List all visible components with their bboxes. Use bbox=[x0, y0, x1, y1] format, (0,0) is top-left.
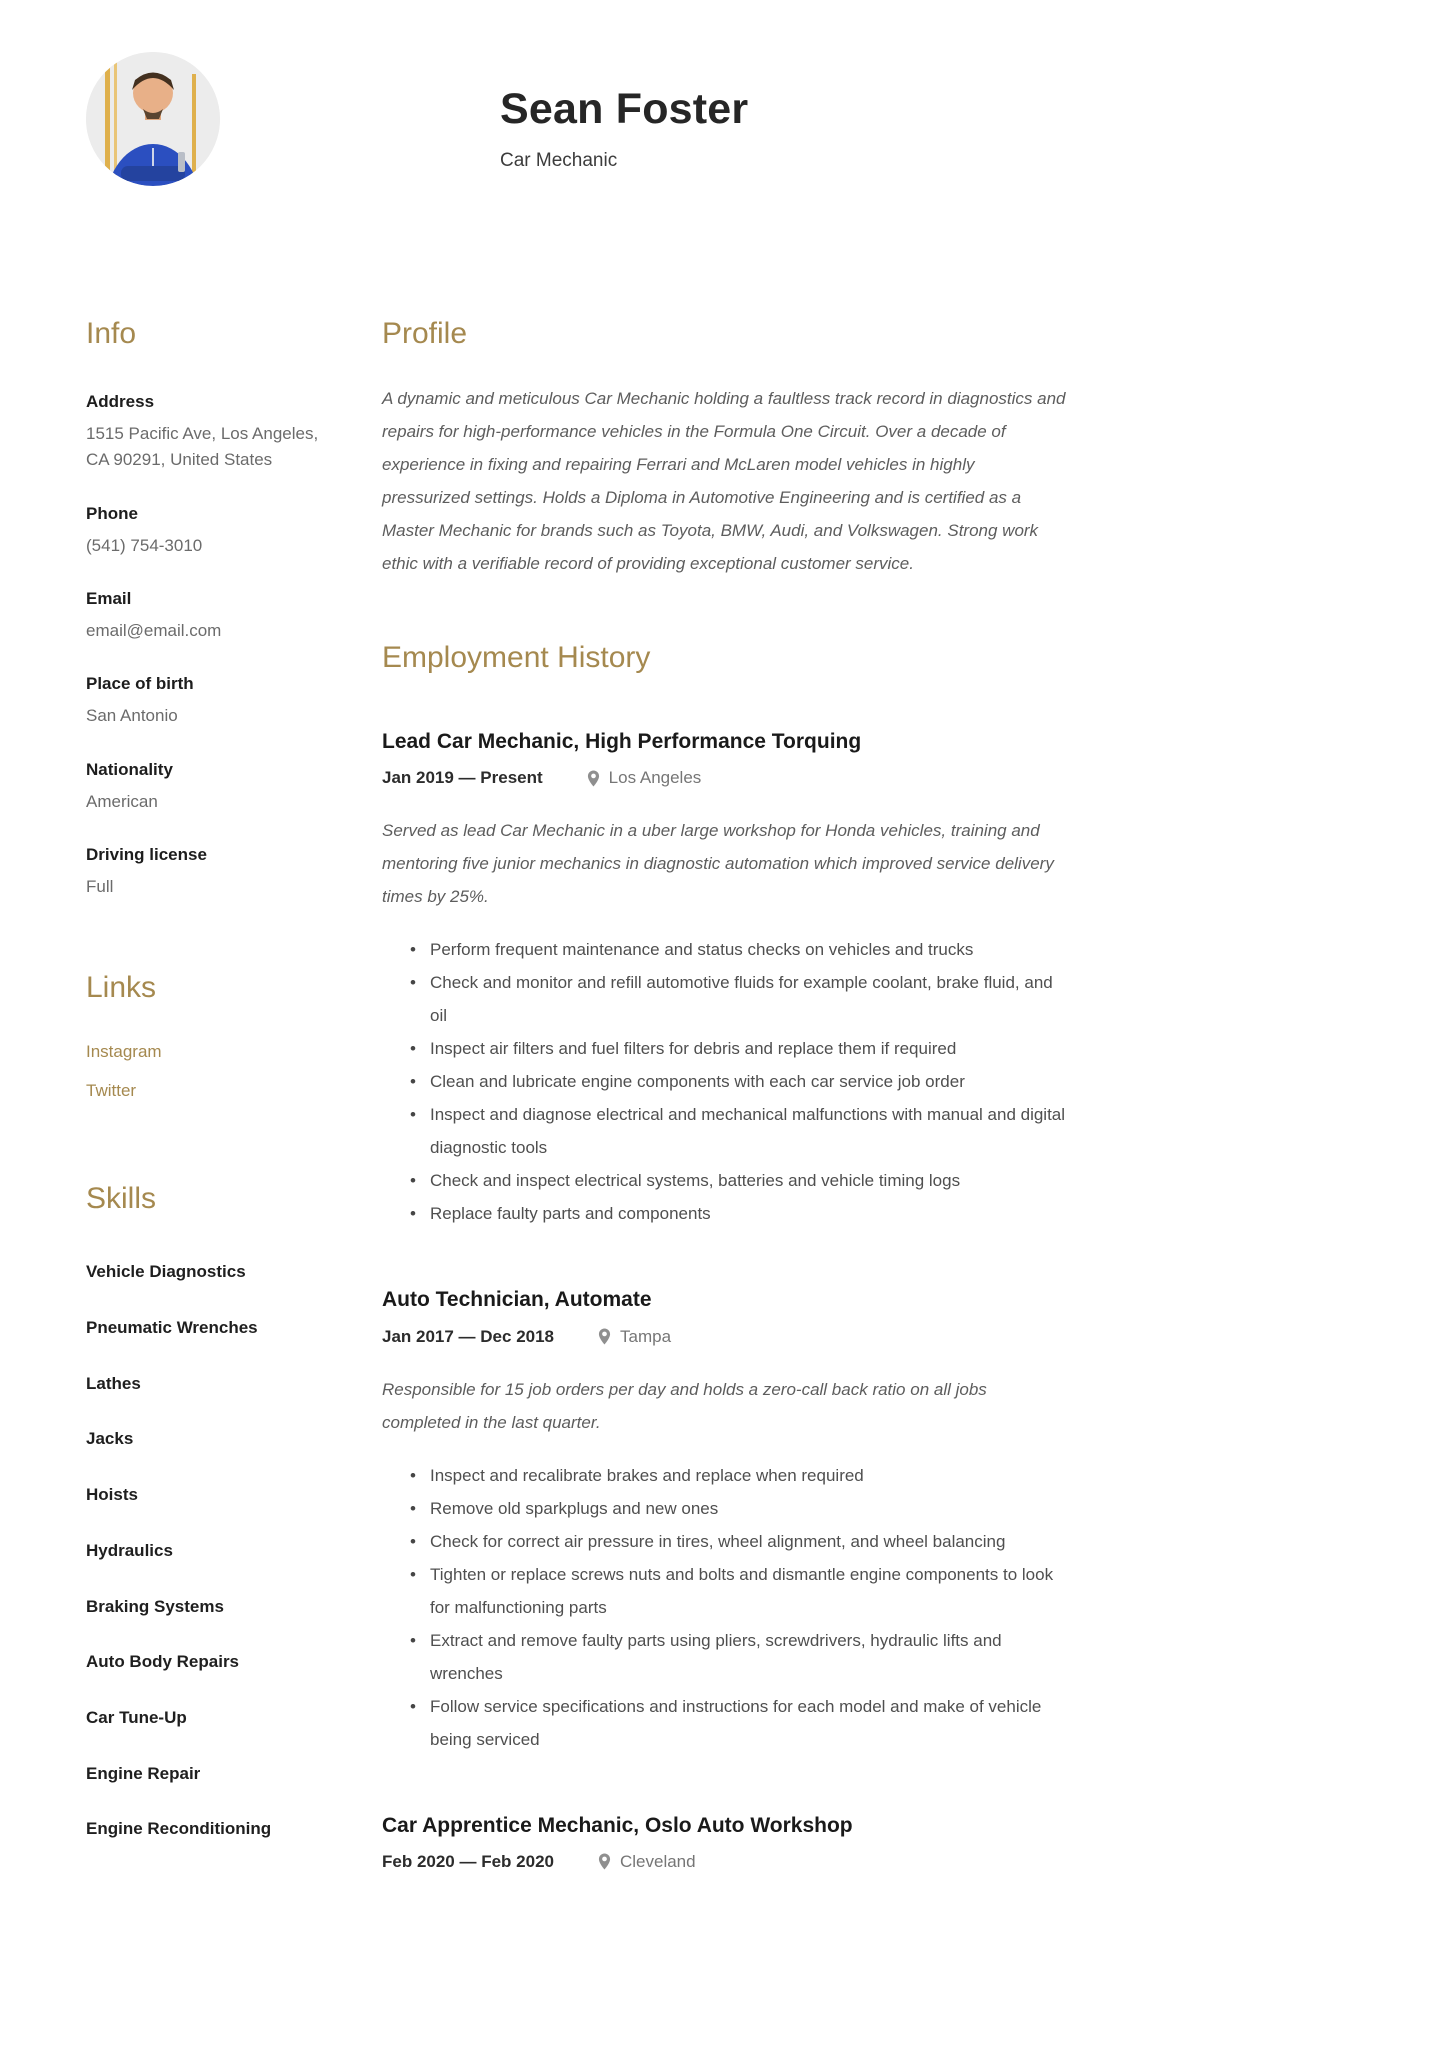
job-bullet: • Perform frequent maintenance and status checks on vehicles and trucks bbox=[404, 933, 1066, 966]
skill-item: Engine Reconditioning bbox=[86, 1819, 272, 1839]
links-section bbox=[86, 970, 338, 1101]
skills-heading: Skills bbox=[86, 1182, 157, 1216]
location-pin-icon bbox=[598, 1328, 611, 1345]
job-meta bbox=[382, 1852, 1066, 1872]
job-bullet: • Check and inspect electrical systems, batteries and vehicle timing logs bbox=[404, 1164, 1066, 1197]
job-summary: Served as lead Car Mechanic in a uber large workshop for Honda vehicles, training and mentoring five junior mechanics in diagnostic automation which improved service delivery times by 25%. bbox=[382, 821, 1054, 907]
skill-item: Jacks bbox=[86, 1429, 134, 1449]
skill-item: Braking Systems bbox=[86, 1596, 224, 1616]
skill-item: Hydraulics bbox=[86, 1540, 173, 1560]
info-section bbox=[86, 316, 338, 900]
job-location bbox=[598, 1852, 696, 1872]
skills-list bbox=[86, 1263, 338, 1839]
job-location-text: Los Angeles bbox=[608, 768, 702, 788]
header-job-title: Car Mechanic bbox=[500, 150, 618, 172]
driving-license-value: Full bbox=[86, 877, 114, 897]
job-bullet: • Tighten or replace screws nuts and bolts and dismantle engine components to look for malfunctioning parts bbox=[404, 1558, 1066, 1624]
job-entry bbox=[382, 728, 1066, 1230]
profile-heading: Profile bbox=[382, 317, 468, 350]
job-location bbox=[587, 768, 702, 788]
phone-value: (541) 754-3010 bbox=[86, 535, 203, 555]
skill-item: Pneumatic Wrenches bbox=[86, 1318, 258, 1338]
info-heading: Info bbox=[86, 317, 137, 350]
job-period: Jan 2019 — Present bbox=[382, 768, 543, 788]
email-field bbox=[86, 589, 338, 644]
job-bullet: • Inspect and diagnose electrical and mechanical malfunctions with manual and digital diagnostic tools bbox=[404, 1098, 1066, 1164]
links-list bbox=[86, 1042, 338, 1101]
job-title: Auto Technician, Automate bbox=[382, 1288, 652, 1312]
driving-license-label: Driving license bbox=[86, 845, 207, 865]
job-summary: Responsible for 15 job orders per day and holds a zero-call back ratio on all jobs completed in the last quarter. bbox=[382, 1379, 987, 1432]
skill-item: Lathes bbox=[86, 1373, 141, 1393]
job-bullet: • Inspect air filters and fuel filters for debris and replace them if required bbox=[404, 1032, 1066, 1065]
nationality-field bbox=[86, 760, 338, 815]
nationality-label: Nationality bbox=[86, 759, 173, 779]
skill-item: Vehicle Diagnostics bbox=[86, 1262, 246, 1282]
location-pin-icon bbox=[598, 1853, 611, 1870]
sidebar bbox=[86, 252, 338, 1876]
profile-photo bbox=[86, 52, 220, 186]
email-label: Email bbox=[86, 589, 132, 609]
skill-item: Auto Body Repairs bbox=[86, 1652, 240, 1672]
content bbox=[0, 252, 1448, 1876]
twitter-link[interactable]: Twitter bbox=[86, 1081, 137, 1101]
job-location bbox=[598, 1327, 671, 1347]
skills-section bbox=[86, 1181, 338, 1839]
skill-item: Engine Repair bbox=[86, 1763, 201, 1783]
nationality-value: American bbox=[86, 791, 158, 811]
address-field bbox=[86, 392, 338, 474]
job-bullet: • Clean and lubricate engine components with each car service job order bbox=[404, 1065, 1066, 1098]
main-column bbox=[382, 252, 1066, 1872]
job-bullets bbox=[382, 1459, 1066, 1756]
job-period: Feb 2020 — Feb 2020 bbox=[382, 1851, 554, 1871]
page-title: Sean Foster bbox=[500, 85, 749, 133]
job-entry bbox=[382, 1812, 1066, 1872]
job-title: Car Apprentice Mechanic, Oslo Auto Workshop bbox=[382, 1813, 853, 1837]
address-label: Address bbox=[86, 392, 155, 411]
job-entry bbox=[382, 1286, 1066, 1755]
job-bullet: • Check for correct air pressure in tires, wheel alignment, and wheel balancing bbox=[404, 1525, 1066, 1558]
profile-text: A dynamic and meticulous Car Mechanic holding a faultless track record in diagnostics and repairs for high-performance vehicles in the Formula One Circuit. Over a decade of experience in fixing and repairing Ferrari and McLaren model vehicles in highly pressurized settings. Holds a Diploma in Automotive Engineering and is certified as a Master Mechanic for brands such as Toyota, BMW, Audi, and Volkswagen. Strong work ethic with a verifiable record of providing exceptional customer service. bbox=[382, 389, 1066, 573]
email-value: email@email.com bbox=[86, 621, 222, 641]
job-location-text: Cleveland bbox=[619, 1851, 696, 1871]
job-bullet: • Extract and remove faulty parts using pliers, screwdrivers, hydraulic lifts and wrenches bbox=[404, 1624, 1066, 1690]
job-bullet: • Replace faulty parts and components bbox=[404, 1197, 1066, 1230]
location-pin-icon bbox=[587, 770, 600, 787]
phone-field bbox=[86, 504, 338, 559]
skill-item: Car Tune-Up bbox=[86, 1707, 187, 1727]
links-heading: Links bbox=[86, 971, 157, 1005]
job-bullets bbox=[382, 933, 1066, 1230]
address-value: 1515 Pacific Ave, Los Angeles, CA 90291, United States bbox=[86, 424, 319, 470]
job-bullet: • Follow service specifications and instructions for each model and make of vehicle being serviced bbox=[404, 1690, 1066, 1756]
resume-header bbox=[0, 0, 1448, 252]
place-of-birth-value: San Antonio bbox=[86, 706, 178, 726]
job-bullet: • Remove old sparkplugs and new ones bbox=[404, 1492, 1066, 1525]
employment-heading: Employment History bbox=[382, 641, 651, 674]
place-of-birth-label: Place of birth bbox=[86, 674, 194, 694]
job-meta bbox=[382, 1327, 1066, 1347]
phone-label: Phone bbox=[86, 503, 138, 523]
job-title: Lead Car Mechanic, High Performance Torquing bbox=[382, 730, 862, 753]
job-period: Jan 2017 — Dec 2018 bbox=[382, 1326, 555, 1346]
profile-photo-illustration bbox=[86, 52, 220, 186]
driving-license-field bbox=[86, 845, 338, 900]
employment-section bbox=[382, 640, 1066, 1872]
job-location-text: Tampa bbox=[620, 1326, 672, 1346]
job-bullet: • Check and monitor and refill automotive fluids for example coolant, brake fluid, and oil bbox=[404, 966, 1066, 1032]
job-bullet: • Inspect and recalibrate brakes and replace when required bbox=[404, 1459, 1066, 1492]
skill-item: Hoists bbox=[86, 1485, 138, 1505]
instagram-link[interactable]: Instagram bbox=[86, 1042, 162, 1062]
header-text bbox=[500, 86, 748, 172]
job-meta bbox=[382, 768, 1066, 788]
place-of-birth-field bbox=[86, 674, 338, 729]
profile-section bbox=[382, 316, 1066, 580]
